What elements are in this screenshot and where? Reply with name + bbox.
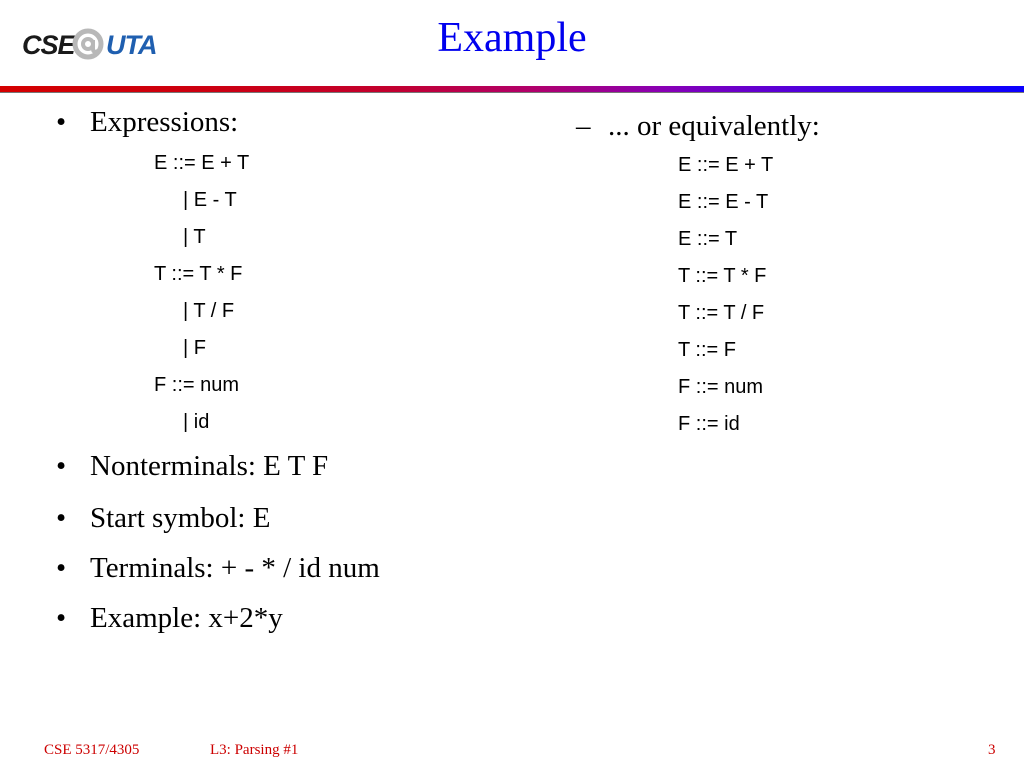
- grammar-line: | id: [183, 411, 210, 433]
- logo-cse-text: CSE: [22, 30, 75, 60]
- bullet-marker: •: [56, 106, 67, 138]
- logo-uta-text: UTA: [106, 30, 157, 60]
- grammar-line: | T: [183, 226, 206, 248]
- grammar-line: T ::= T * F: [678, 265, 767, 287]
- bullet-marker: •: [56, 552, 67, 584]
- grammar-line: | T / F: [183, 300, 235, 322]
- nonterminals-bullet: Nonterminals: E T F: [90, 450, 329, 482]
- grammar-line: E ::= E - T: [678, 191, 769, 213]
- expressions-heading: Expressions:: [90, 106, 239, 138]
- grammar-line: T ::= F: [678, 339, 736, 361]
- grammar-line: F ::= id: [678, 413, 740, 435]
- grammar-line: T ::= T * F: [154, 263, 243, 285]
- grammar-line: F ::= num: [154, 374, 240, 396]
- grammar-line: | E - T: [183, 189, 237, 211]
- grammar-line: E ::= E + T: [678, 154, 774, 176]
- footer-page-number: 3: [988, 742, 996, 758]
- grammar-line: F ::= num: [678, 376, 764, 398]
- equivalently-heading: ... or equivalently:: [608, 110, 820, 142]
- terminals-bullet: Terminals: + - * / id num: [90, 552, 380, 584]
- grammar-line: | F: [183, 337, 206, 359]
- footer-lecture: L3: Parsing #1: [210, 742, 299, 758]
- grammar-line: E ::= E + T: [154, 152, 250, 174]
- dash-marker: –: [576, 110, 591, 142]
- bullet-marker: •: [56, 450, 67, 482]
- bullet-marker: •: [56, 502, 67, 534]
- title-divider-shadow: [0, 92, 1024, 93]
- footer-course: CSE 5317/4305: [44, 742, 140, 758]
- bullet-marker: •: [56, 602, 67, 634]
- grammar-line: E ::= T: [678, 228, 738, 250]
- slide-title: Example: [437, 15, 587, 61]
- example-bullet: Example: x+2*y: [90, 602, 283, 634]
- grammar-line: T ::= T / F: [678, 302, 765, 324]
- start-symbol-bullet: Start symbol: E: [90, 502, 271, 534]
